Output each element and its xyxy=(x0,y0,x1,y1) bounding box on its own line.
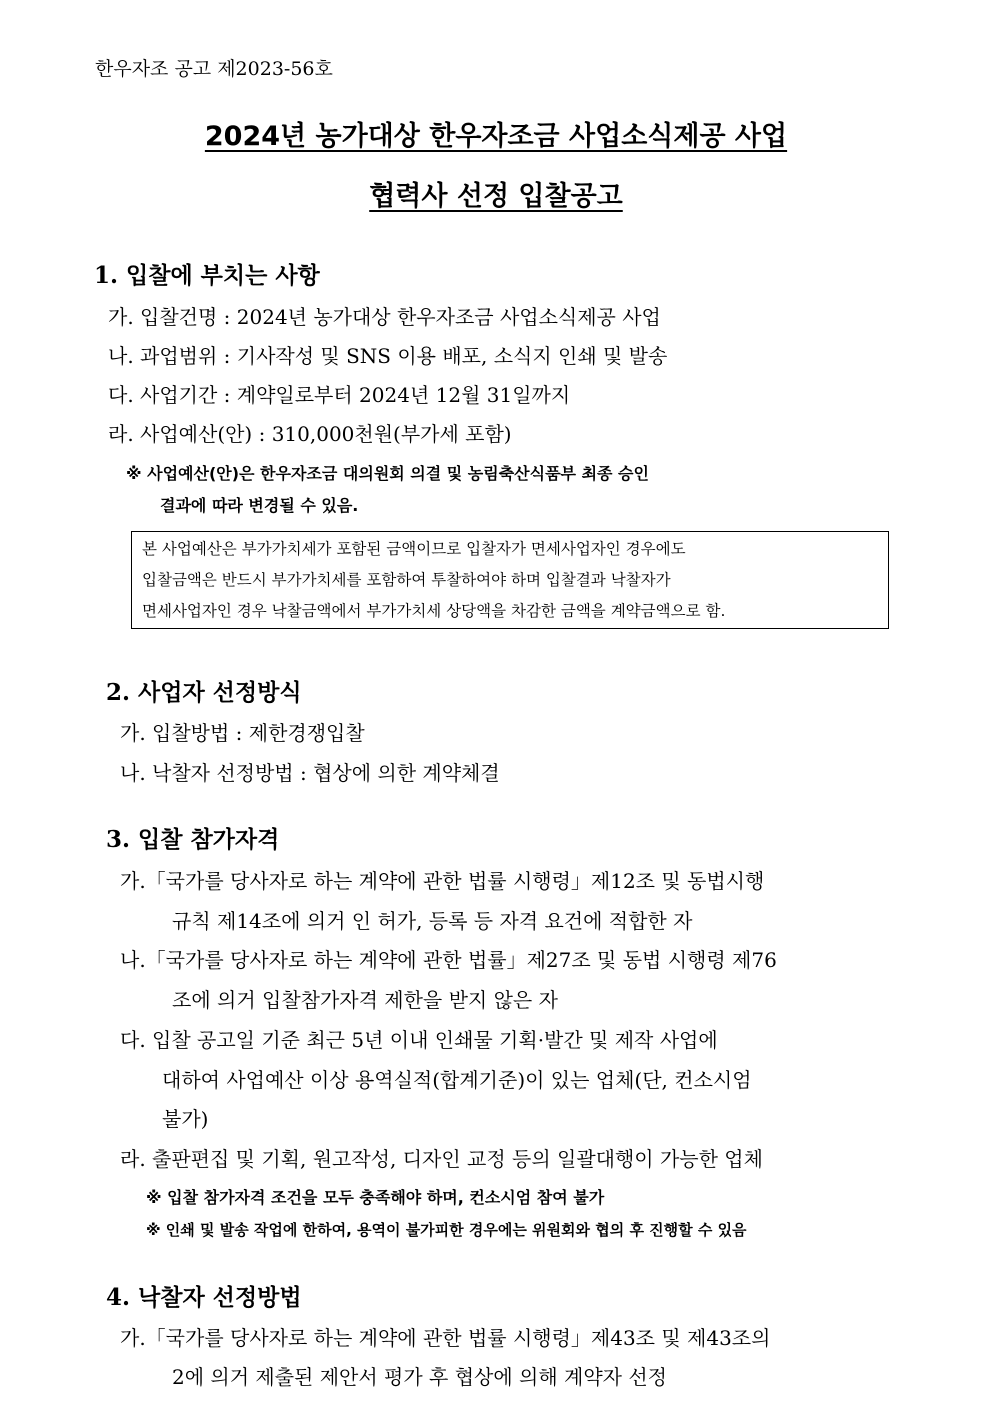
announcement-number: 한우자조 공고 제2023-56호 xyxy=(95,58,333,80)
section-2-item: 나. 낙찰자 선정방법 : 협상에 의한 계약체결 xyxy=(120,761,500,785)
section-1-item: 나. 과업범위 : 기사작성 및 SNS 이용 배포, 소식지 인쇄 및 발송 xyxy=(108,344,668,368)
section-4-line: 가.「국가를 당사자로 하는 계약에 관한 법률 시행령」제43조 및 제43조의 xyxy=(120,1326,771,1350)
section-3-line: 규칙 제14조에 의거 인 허가, 등록 등 자격 요건에 적합한 자 xyxy=(172,909,693,933)
eligibility-note-2: ※ 인쇄 및 발송 작업에 한하여, 용역이 불가피한 경우에는 위원회와 협의 후 진행할 수 있음 xyxy=(146,1221,747,1239)
eligibility-note-1: ※ 입찰 참가자격 조건을 모두 충족해야 하며, 컨소시엄 참여 불가 xyxy=(146,1188,605,1207)
section-3-line: 나.「국가를 당사자로 하는 계약에 관한 법률」제27조 및 동법 시행령 제76 xyxy=(120,948,777,972)
section-3-line: 불가) xyxy=(162,1107,209,1131)
vat-notice-line: 본 사업예산은 부가가치세가 포함된 금액이므로 입찰자가 면세사업자인 경우에도 xyxy=(142,540,686,558)
section-3-heading: 3. 입찰 참가자격 xyxy=(106,826,280,853)
budget-note-line-1: ※ 사업예산(안)은 한우자조금 대의원회 의결 및 농림축산식품부 최종 승인 xyxy=(126,464,649,483)
section-4-line: 2에 의거 제출된 제안서 평가 후 협상에 의해 계약자 선정 xyxy=(172,1365,667,1389)
section-3-line: 다. 입찰 공고일 기준 최근 5년 이내 인쇄물 기획·발간 및 제작 사업에 xyxy=(120,1028,718,1052)
section-3-line: 가.「국가를 당사자로 하는 계약에 관한 법률 시행령」제12조 및 동법시행 xyxy=(120,869,765,893)
vat-notice-box xyxy=(131,531,889,629)
section-2-heading: 2. 사업자 선정방식 xyxy=(106,679,302,706)
section-1-item: 다. 사업기간 : 계약일로부터 2024년 12월 31일까지 xyxy=(108,383,571,407)
budget-note-line-2: 결과에 따라 변경될 수 있음. xyxy=(160,496,359,515)
title-line-1: 2024년 농가대상 한우자조금 사업소식제공 사업 xyxy=(204,121,788,152)
section-3-line: 조에 의거 입찰참가자격 제한을 받지 않은 자 xyxy=(172,988,558,1012)
section-1-item: 라. 사업예산(안) : 310,000천원(부가세 포함) xyxy=(108,422,512,446)
title-line-2: 협력사 선정 입찰공고 xyxy=(369,181,623,212)
section-1-heading: 1. 입찰에 부치는 사항 xyxy=(94,262,320,289)
section-3-line: 대하여 사업예산 이상 용역실적(합계기준)이 있는 업체(단, 컨소시엄 xyxy=(162,1068,752,1092)
vat-notice-line: 면세사업자인 경우 낙찰금액에서 부가가치세 상당액을 차감한 금액을 계약금액으로 함. xyxy=(142,602,726,620)
section-2-item: 가. 입찰방법 : 제한경쟁입찰 xyxy=(120,721,365,745)
section-3-line: 라. 출판편집 및 기획, 원고작성, 디자인 교정 등의 일괄대행이 가능한 업체 xyxy=(120,1147,763,1171)
vat-notice-line: 입찰금액은 반드시 부가가치세를 포함하여 투찰하여야 하며 입찰결과 낙찰자가 xyxy=(142,571,671,589)
section-4-heading: 4. 낙찰자 선정방법 xyxy=(106,1284,302,1311)
section-1-item: 가. 입찰건명 : 2024년 농가대상 한우자조금 사업소식제공 사업 xyxy=(108,305,661,329)
